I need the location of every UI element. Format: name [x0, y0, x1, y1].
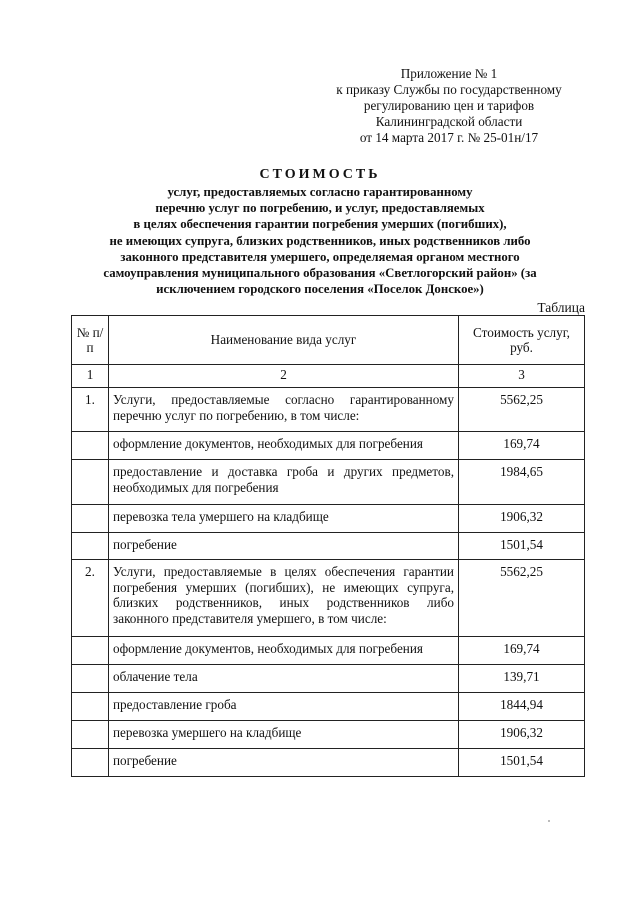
row-number [72, 749, 109, 777]
table-row [72, 388, 585, 432]
table-row [72, 721, 585, 749]
annex-region: Калининградской области [375, 114, 523, 129]
row-number [72, 637, 109, 665]
table-row [72, 560, 585, 637]
row-number [72, 533, 109, 560]
title-line: исключением городского поселения «Поселок Донское») [156, 282, 484, 297]
service-price: 139,71 [459, 665, 585, 693]
service-price: 169,74 [459, 432, 585, 460]
annex-order-ref: к приказу Службы по государственному [336, 82, 562, 97]
index-cell: 3 [459, 365, 585, 388]
table-row [72, 432, 585, 460]
table-row [72, 693, 585, 721]
row-number [72, 432, 109, 460]
table-row [72, 460, 585, 505]
service-price: 1501,54 [459, 749, 585, 777]
services-table [71, 315, 585, 777]
service-name: перевозка тела умершего на кладбище [109, 505, 459, 533]
annex-date-number: от 14 марта 2017 г. № 25-01н/17 [359, 130, 539, 145]
row-number [72, 665, 109, 693]
header-service-name: Наименование вида услуг [109, 316, 459, 365]
service-price: 1984,65 [459, 460, 585, 505]
service-price: 169,74 [459, 637, 585, 665]
service-name: погребение [109, 749, 459, 777]
table-row [72, 665, 585, 693]
service-price: 1844,94 [459, 693, 585, 721]
title-line: перечню услуг по погребению, и услуг, предоставляемых [155, 201, 485, 216]
service-price: 1906,32 [459, 505, 585, 533]
document-title [92, 166, 548, 297]
annex-header [318, 66, 580, 146]
table-row [72, 637, 585, 665]
service-name: облачение тела [109, 665, 459, 693]
service-price: 5562,25 [459, 560, 585, 637]
annex-agency-line: регулированию цен и тарифов [363, 98, 535, 113]
index-cell: 2 [109, 365, 459, 388]
service-name: оформление документов, необходимых для погребения [109, 637, 459, 665]
row-number: 2. [72, 560, 109, 637]
table-row [72, 749, 585, 777]
row-number: 1. [72, 388, 109, 432]
row-number [72, 505, 109, 533]
table-row [72, 505, 585, 533]
title-line: не имеющих супруга, близких родственников, иных родственников либо [109, 233, 531, 248]
row-number [72, 460, 109, 505]
annex-number: Приложение № 1 [400, 66, 498, 81]
row-number [72, 693, 109, 721]
service-name: погребение [109, 533, 459, 560]
title-line: законного представителя умершего, определяемая органом местного [120, 249, 520, 264]
service-name: оформление документов, необходимых для погребения [109, 432, 459, 460]
table-row [72, 533, 585, 560]
header-number: № п/п [72, 316, 109, 365]
header-price: Стоимость услуг, руб. [459, 316, 585, 365]
title-line: самоуправления муниципального образования «Светлогорский район» (за [103, 266, 537, 281]
title-line: услуг, предоставляемых согласно гарантированному [167, 185, 473, 199]
service-name: предоставление и доставка гроба и других предметов, необходимых для погребения [109, 460, 459, 505]
scan-speck [548, 820, 550, 822]
table-label: Таблица [537, 300, 585, 315]
title-line: в целях обеспечения гарантии погребения умерших (погибших), [133, 217, 507, 232]
service-name: перевозка умершего на кладбище [109, 721, 459, 749]
service-price: 1906,32 [459, 721, 585, 749]
service-price: 1501,54 [459, 533, 585, 560]
index-cell: 1 [72, 365, 109, 388]
service-price: 5562,25 [459, 388, 585, 432]
service-name: предоставление гроба [109, 693, 459, 721]
service-name: Услуги, предоставляемые согласно гарантированному перечню услуг по погребению, в том числе: [109, 388, 459, 432]
row-number [72, 721, 109, 749]
column-index-row [72, 365, 585, 388]
title-heading: СТОИМОСТЬ [259, 167, 381, 182]
table-header-row [72, 316, 585, 365]
service-name: Услуги, предоставляемые в целях обеспечения гарантии погребения умерших (погибших), не имеющих супруга, близких родственников, иных родственников либо законного представителя умершего, в том числе: [109, 560, 459, 637]
